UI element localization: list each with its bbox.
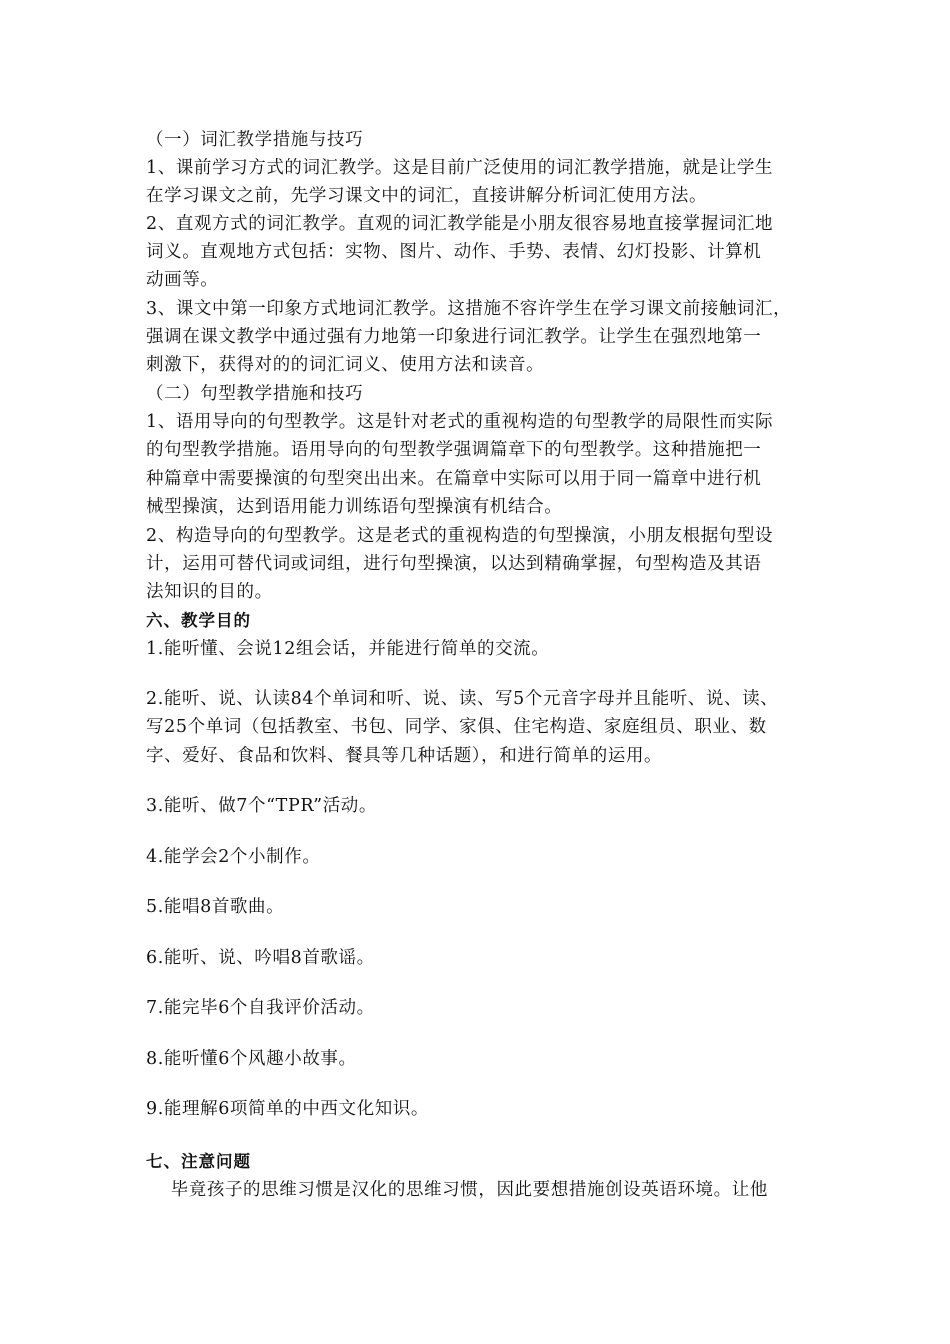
subheading-sentence-teaching: （二）句型教学措施和技巧 — [146, 384, 364, 404]
goal-item: 5.能唱8首歌曲。 — [146, 897, 285, 917]
section-heading-teaching-goals: 六、教学目的 — [146, 611, 251, 630]
paragraph-line: 毕竟孩子的思维习惯是汉化的思维习惯，因此要想措施创设英语环境。让他 — [146, 1180, 768, 1200]
goal-item: 1.能听懂、会说12组会话，并能进行简单的交流。 — [146, 639, 550, 659]
goal-item: 9.能理解6项简单的中西文化知识。 — [146, 1099, 430, 1119]
paragraph-line: 词义。直观地方式包括：实物、图片、动作、手势、表情、幻灯投影、计算机 — [146, 242, 762, 262]
goal-item: 6.能听、说、吟唱8首歌谣。 — [146, 948, 375, 968]
goal-item: 7.能完毕6个自我评价活动。 — [146, 998, 375, 1018]
goal-item: 4.能学会2个小制作。 — [146, 847, 321, 867]
paragraph-line: 动画等。 — [146, 270, 219, 290]
paragraph-line: 1、课前学习方式的词汇教学。这是目前广泛使用的词汇教学措施，就是让学生 — [146, 158, 774, 178]
paragraph-line: 计，运用可替代词或词组，进行句型操演，以达到精确掌握，句型构造及其语 — [146, 554, 762, 574]
paragraph-line: 3、课文中第一印象方式地词汇教学。这措施不容许学生在学习课文前接触词汇， — [146, 299, 792, 319]
goal-item: 2.能听、说、认读84个单词和听、说、读、写5个元音字母并且能听、说、读、 — [146, 689, 779, 709]
paragraph-line: 种篇章中需要操演的句型突出出来。在篇章中实际可以用于同一篇章中进行机 — [146, 469, 762, 489]
goal-item: 3.能听、做7个“TPR”活动。 — [146, 796, 377, 816]
paragraph-line: 写25个单词（包括教室、书包、同学、家俱、住宅构造、家庭组员、职业、数 — [146, 717, 767, 737]
paragraph-line: 2、构造导向的句型教学。这是老式的重视构造的句型操演，小朋友根据句型设 — [146, 526, 774, 546]
paragraph-line: 在学习课文之前，先学习课文中的词汇，直接讲解分析词汇使用方法。 — [146, 186, 708, 206]
paragraph-line: 刺激下，获得对的的词汇词义、使用方法和读音。 — [146, 355, 545, 375]
subheading-vocab-teaching: （一）词汇教学措施与技巧 — [146, 130, 364, 150]
paragraph-line: 强调在课文教学中通过强有力地第一印象进行词汇教学。让学生在强烈地第一 — [146, 327, 762, 347]
goal-item: 8.能听懂6个风趣小故事。 — [146, 1049, 357, 1069]
paragraph-line: 的句型教学措施。语用导向的句型教学强调篇章下的句型教学。这种措施把一 — [146, 440, 762, 460]
paragraph-line: 1、语用导向的句型教学。这是针对老式的重视构造的句型教学的局限性而实际 — [146, 412, 774, 432]
paragraph-line: 法知识的目的。 — [146, 582, 273, 602]
paragraph-line: 2、直观方式的词汇教学。直观的词汇教学能是小朋友很容易地直接掌握词汇地 — [146, 214, 774, 234]
paragraph-line: 械型操演，达到语用能力训练语句型操演有机结合。 — [146, 497, 563, 517]
section-heading-notes: 七、注意问题 — [146, 1152, 251, 1171]
paragraph-line: 字、爱好、食品和饮料、餐具等几种话题），和进行简单的运用。 — [146, 746, 663, 766]
